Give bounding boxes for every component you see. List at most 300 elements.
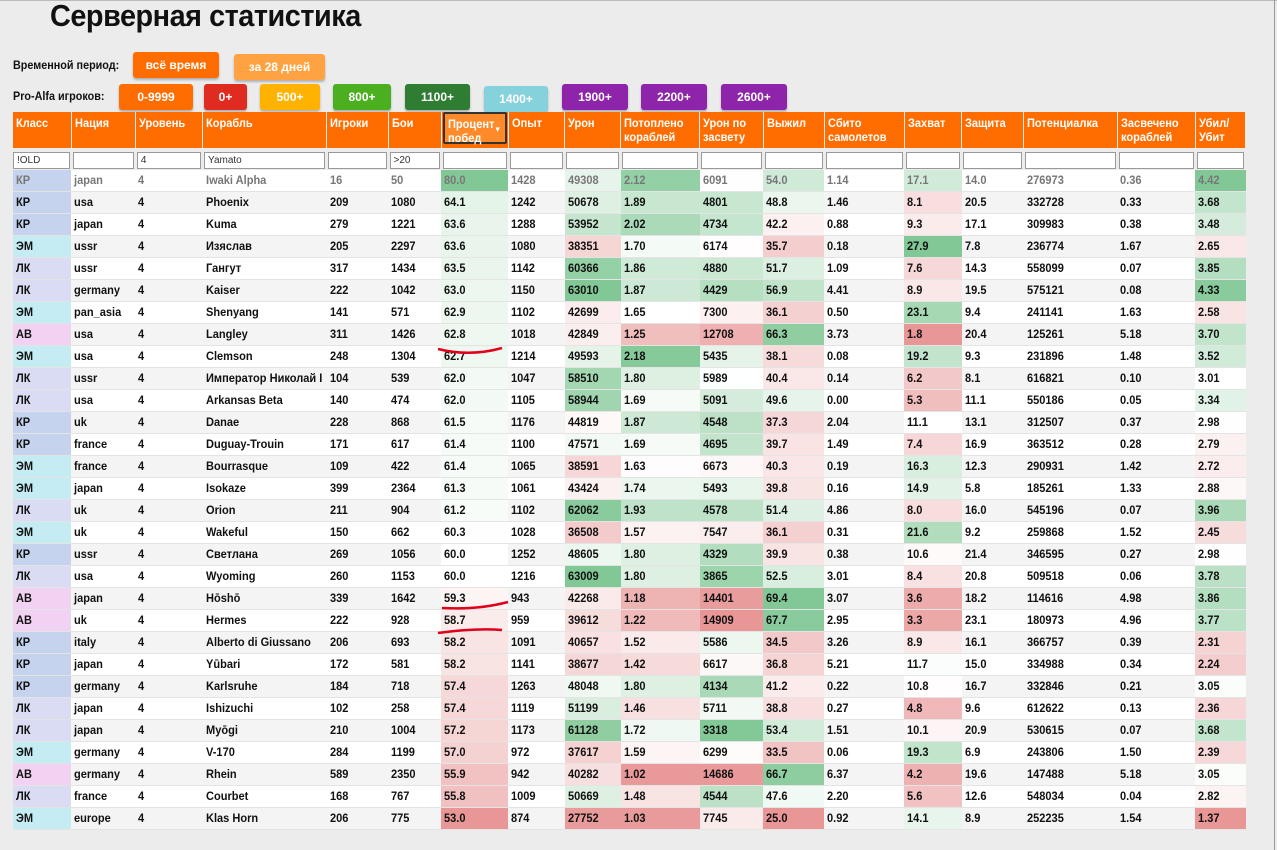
cell-players: 206 bbox=[327, 808, 388, 830]
filter-input-ship[interactable] bbox=[204, 152, 325, 169]
cell-surv: 37.3 bbox=[763, 412, 824, 434]
cell-ship: V-170 bbox=[203, 742, 327, 764]
cell-wr: 61.4 bbox=[441, 434, 508, 456]
cell-planes: 0.38 bbox=[824, 544, 904, 566]
cell-spot_dmg: 14686 bbox=[700, 764, 763, 786]
cell-potential: 290931 bbox=[1024, 456, 1117, 478]
cell-sunk: 1.03 bbox=[621, 808, 700, 830]
cell-cls: ЭМ bbox=[13, 742, 71, 764]
column-header-battles[interactable]: Бои bbox=[388, 112, 441, 148]
period-label: Временной период: bbox=[13, 58, 120, 72]
cell-potential: 334988 bbox=[1024, 654, 1117, 676]
cell-battles: 775 bbox=[388, 808, 441, 830]
cell-surv: 39.9 bbox=[763, 544, 824, 566]
cell-surv: 35.7 bbox=[763, 236, 824, 258]
cell-planes: 0.08 bbox=[824, 346, 904, 368]
cell-planes: 0.16 bbox=[824, 478, 904, 500]
cell-cls: ЭМ bbox=[13, 456, 71, 478]
cell-dmg: 38591 bbox=[565, 456, 621, 478]
cell-xp: 1018 bbox=[508, 324, 564, 346]
cell-xp: 1173 bbox=[508, 720, 564, 742]
table-row[interactable] bbox=[13, 346, 1246, 368]
cell-tier: 4 bbox=[135, 236, 202, 258]
table-row[interactable] bbox=[13, 610, 1246, 632]
cell-nation: ussr bbox=[71, 544, 135, 566]
cell-tier: 4 bbox=[135, 302, 202, 324]
table-row[interactable] bbox=[13, 258, 1246, 280]
period-button-1[interactable]: за 28 дней bbox=[234, 54, 325, 80]
cell-potential: 236774 bbox=[1024, 236, 1117, 258]
proalfa-button-3[interactable]: 800+ bbox=[333, 84, 391, 110]
cell-spotted: 0.21 bbox=[1117, 676, 1195, 698]
cell-nation: germany bbox=[71, 742, 135, 764]
cell-spotted: 0.06 bbox=[1117, 566, 1195, 588]
cell-tier: 4 bbox=[135, 610, 202, 632]
cell-sunk: 2.12 bbox=[621, 170, 700, 192]
cell-battles: 2297 bbox=[388, 236, 441, 258]
table-row[interactable] bbox=[13, 764, 1246, 786]
cell-cls: ЭМ bbox=[13, 236, 71, 258]
cell-sunk: 1.18 bbox=[621, 588, 700, 610]
cell-tier: 4 bbox=[135, 786, 202, 808]
table-row[interactable] bbox=[13, 742, 1246, 764]
cell-def: 12.3 bbox=[962, 456, 1024, 478]
table-row[interactable] bbox=[13, 368, 1246, 390]
cell-cls: ЛК bbox=[13, 500, 71, 522]
table-row[interactable] bbox=[13, 544, 1246, 566]
cell-wr: 62.0 bbox=[441, 368, 508, 390]
filter-input-surv[interactable] bbox=[765, 152, 823, 169]
table-row[interactable] bbox=[13, 434, 1246, 456]
table-row[interactable] bbox=[13, 808, 1246, 830]
cell-sunk: 1.80 bbox=[621, 676, 700, 698]
cell-sunk: 1.70 bbox=[621, 236, 700, 258]
filter-input-planes[interactable] bbox=[826, 152, 903, 169]
cell-kd: 3.96 bbox=[1195, 500, 1245, 522]
cell-sunk: 2.18 bbox=[621, 346, 700, 368]
cell-cls: КР bbox=[13, 676, 71, 698]
cell-xp: 1150 bbox=[508, 280, 564, 302]
table-row[interactable] bbox=[13, 192, 1246, 214]
cell-def: 20.4 bbox=[962, 324, 1024, 346]
proalfa-button-6[interactable]: 1900+ bbox=[562, 84, 628, 110]
cell-cap: 16.3 bbox=[904, 456, 961, 478]
cell-battles: 1434 bbox=[388, 258, 441, 280]
column-header-tier[interactable]: Уровень bbox=[135, 112, 202, 148]
cell-cls: ЭМ bbox=[13, 808, 71, 830]
column-header-kd[interactable]: Убил/ Убит bbox=[1195, 112, 1245, 148]
cell-dmg: 47571 bbox=[565, 434, 621, 456]
cell-def: 9.4 bbox=[962, 302, 1024, 324]
cell-surv: 49.6 bbox=[763, 390, 824, 412]
cell-players: 140 bbox=[327, 390, 388, 412]
filter-input-wr[interactable] bbox=[443, 152, 507, 169]
table-row[interactable] bbox=[13, 588, 1246, 610]
cell-surv: 36.1 bbox=[763, 302, 824, 324]
column-header-xp[interactable]: Опыт bbox=[508, 112, 564, 148]
filter-input-nation[interactable] bbox=[73, 152, 134, 169]
filter-input-sunk[interactable] bbox=[622, 152, 698, 169]
cell-tier: 4 bbox=[135, 214, 202, 236]
cell-sunk: 1.80 bbox=[621, 544, 700, 566]
cell-cls: ЛК bbox=[13, 698, 71, 720]
table-row[interactable] bbox=[13, 720, 1246, 742]
table-row[interactable] bbox=[13, 786, 1246, 808]
cell-kd: 3.05 bbox=[1195, 676, 1245, 698]
cell-potential: 114616 bbox=[1024, 588, 1117, 610]
cell-cap: 6.2 bbox=[904, 368, 961, 390]
column-header-potential[interactable]: Потенциалка bbox=[1024, 112, 1117, 148]
cell-planes: 1.46 bbox=[824, 192, 904, 214]
cell-players: 222 bbox=[327, 280, 388, 302]
cell-wr: 57.2 bbox=[441, 720, 508, 742]
cell-players: 311 bbox=[327, 324, 388, 346]
table-row[interactable] bbox=[13, 676, 1246, 698]
table-row[interactable] bbox=[13, 302, 1246, 324]
cell-tier: 4 bbox=[135, 720, 202, 742]
filter-input-potential[interactable] bbox=[1025, 152, 1115, 169]
table-row[interactable] bbox=[13, 412, 1246, 434]
proalfa-button-7[interactable]: 2200+ bbox=[641, 84, 707, 110]
cell-cls: АВ bbox=[13, 324, 71, 346]
cell-kd: 3.85 bbox=[1195, 258, 1245, 280]
period-button-0[interactable]: всё время bbox=[133, 52, 219, 78]
filter-input-dmg[interactable] bbox=[566, 152, 619, 169]
cell-players: 205 bbox=[327, 236, 388, 258]
column-header-spotted[interactable]: Засвечено кораблей bbox=[1117, 112, 1195, 148]
cell-cls: КР bbox=[13, 632, 71, 654]
cell-nation: italy bbox=[71, 632, 135, 654]
cell-def: 16.1 bbox=[962, 632, 1024, 654]
cell-cls: ЛК bbox=[13, 390, 71, 412]
cell-spot_dmg: 3865 bbox=[700, 566, 763, 588]
cell-planes: 3.01 bbox=[824, 566, 904, 588]
cell-planes: 3.07 bbox=[824, 588, 904, 610]
cell-nation: japan bbox=[71, 214, 135, 236]
column-header-surv[interactable]: Выжил bbox=[763, 112, 824, 148]
cell-tier: 4 bbox=[135, 632, 202, 654]
cell-tier: 4 bbox=[135, 192, 202, 214]
cell-cap: 3.6 bbox=[904, 588, 961, 610]
cell-nation: germany bbox=[71, 764, 135, 786]
column-header-sunk[interactable]: Потоплено кораблей bbox=[621, 112, 700, 148]
cell-wr: 63.5 bbox=[441, 258, 508, 280]
cell-def: 20.5 bbox=[962, 192, 1024, 214]
cell-xp: 1142 bbox=[508, 258, 564, 280]
cell-surv: 38.1 bbox=[763, 346, 824, 368]
cell-dmg: 37617 bbox=[565, 742, 621, 764]
table-row[interactable] bbox=[13, 632, 1246, 654]
cell-xp: 1009 bbox=[508, 786, 564, 808]
cell-cls: АВ bbox=[13, 610, 71, 632]
cell-wr: 63.6 bbox=[441, 236, 508, 258]
cell-potential: 276973 bbox=[1024, 170, 1117, 192]
cell-potential: 612622 bbox=[1024, 698, 1117, 720]
cell-potential: 147488 bbox=[1024, 764, 1117, 786]
cell-ship: Yūbari bbox=[203, 654, 327, 676]
cell-def: 20.9 bbox=[962, 720, 1024, 742]
cell-ship: Гангут bbox=[203, 258, 327, 280]
table-row[interactable] bbox=[13, 566, 1246, 588]
cell-nation: usa bbox=[71, 346, 135, 368]
cell-nation: japan bbox=[71, 720, 135, 742]
filter-input-cap[interactable] bbox=[906, 152, 960, 169]
cell-sunk: 1.89 bbox=[621, 192, 700, 214]
cell-wr: 63.0 bbox=[441, 280, 508, 302]
cell-ship: Shenyang bbox=[203, 302, 327, 324]
cell-ship: Isokaze bbox=[203, 478, 327, 500]
cell-spot_dmg: 5493 bbox=[700, 478, 763, 500]
cell-potential: 252235 bbox=[1024, 808, 1117, 830]
cell-tier: 4 bbox=[135, 544, 202, 566]
cell-def: 7.8 bbox=[962, 236, 1024, 258]
cell-spotted: 0.36 bbox=[1117, 170, 1195, 192]
proalfa-button-5[interactable]: 1400+ bbox=[484, 86, 548, 112]
cell-planes: 0.18 bbox=[824, 236, 904, 258]
cell-def: 11.1 bbox=[962, 390, 1024, 412]
cell-cap: 11.1 bbox=[904, 412, 961, 434]
cell-xp: 1091 bbox=[508, 632, 564, 654]
cell-def: 18.2 bbox=[962, 588, 1024, 610]
filter-input-players[interactable] bbox=[328, 152, 386, 169]
cell-cls: ЭМ bbox=[13, 478, 71, 500]
column-header-dmg[interactable]: Урон bbox=[565, 112, 621, 148]
cell-nation: uk bbox=[71, 522, 135, 544]
cell-wr: 58.2 bbox=[441, 654, 508, 676]
cell-sunk: 1.22 bbox=[621, 610, 700, 632]
proalfa-button-2[interactable]: 500+ bbox=[260, 84, 320, 110]
cell-planes: 0.19 bbox=[824, 456, 904, 478]
cell-wr: 61.2 bbox=[441, 500, 508, 522]
cell-battles: 718 bbox=[388, 676, 441, 698]
filter-input-spotted[interactable] bbox=[1119, 152, 1194, 169]
cell-ship: Rhein bbox=[203, 764, 327, 786]
filter-input-xp[interactable] bbox=[510, 152, 563, 169]
cell-kd: 2.31 bbox=[1195, 632, 1245, 654]
cell-planes: 1.14 bbox=[824, 170, 904, 192]
cell-cls: ЛК bbox=[13, 720, 71, 742]
cell-dmg: 63010 bbox=[565, 280, 621, 302]
column-header-def[interactable]: Защита bbox=[962, 112, 1024, 148]
table-row[interactable] bbox=[13, 170, 1246, 192]
cell-nation: uk bbox=[71, 610, 135, 632]
cell-cap: 14.1 bbox=[904, 808, 961, 830]
cell-planes: 0.31 bbox=[824, 522, 904, 544]
cell-spotted: 4.96 bbox=[1117, 610, 1195, 632]
cell-battles: 474 bbox=[388, 390, 441, 412]
table-row[interactable] bbox=[13, 500, 1246, 522]
cell-tier: 4 bbox=[135, 456, 202, 478]
cell-spot_dmg: 14401 bbox=[700, 588, 763, 610]
filter-input-battles[interactable] bbox=[390, 152, 440, 169]
cell-kd: 2.98 bbox=[1195, 412, 1245, 434]
table-row[interactable] bbox=[13, 236, 1246, 258]
table-row[interactable] bbox=[13, 390, 1246, 412]
cell-spot_dmg: 7547 bbox=[700, 522, 763, 544]
cell-xp: 943 bbox=[508, 588, 564, 610]
cell-dmg: 48048 bbox=[565, 676, 621, 698]
cell-spot_dmg: 4548 bbox=[700, 412, 763, 434]
cell-dmg: 38677 bbox=[565, 654, 621, 676]
cell-nation: europe bbox=[71, 808, 135, 830]
table-row[interactable] bbox=[13, 324, 1246, 346]
cell-tier: 4 bbox=[135, 676, 202, 698]
cell-def: 8.1 bbox=[962, 368, 1024, 390]
cell-spotted: 0.39 bbox=[1117, 632, 1195, 654]
cell-sunk: 2.02 bbox=[621, 214, 700, 236]
cell-ship: Ishizuchi bbox=[203, 698, 327, 720]
cell-def: 13.1 bbox=[962, 412, 1024, 434]
cell-players: 168 bbox=[327, 786, 388, 808]
cell-ship: Hōshō bbox=[203, 588, 327, 610]
cell-cls: ЛК bbox=[13, 258, 71, 280]
cell-battles: 1221 bbox=[388, 214, 441, 236]
cell-dmg: 58944 bbox=[565, 390, 621, 412]
proalfa-button-4[interactable]: 1100+ bbox=[405, 84, 470, 110]
cell-kd: 3.05 bbox=[1195, 764, 1245, 786]
column-header-nation[interactable]: Нация bbox=[71, 112, 135, 148]
cell-spot_dmg: 4544 bbox=[700, 786, 763, 808]
cell-xp: 1214 bbox=[508, 346, 564, 368]
cell-nation: france bbox=[71, 456, 135, 478]
cell-potential: 312507 bbox=[1024, 412, 1117, 434]
cell-tier: 4 bbox=[135, 170, 202, 192]
cell-players: 339 bbox=[327, 588, 388, 610]
cell-tier: 4 bbox=[135, 478, 202, 500]
cell-tier: 4 bbox=[135, 346, 202, 368]
column-header-spot_dmg[interactable]: Урон по засвету bbox=[700, 112, 763, 148]
table-row[interactable] bbox=[13, 478, 1246, 500]
filter-input-spot_dmg[interactable] bbox=[701, 152, 761, 169]
cell-surv: 67.7 bbox=[763, 610, 824, 632]
cell-players: 317 bbox=[327, 258, 388, 280]
cell-sunk: 1.02 bbox=[621, 764, 700, 786]
cell-cap: 4.8 bbox=[904, 698, 961, 720]
cell-cap: 3.3 bbox=[904, 610, 961, 632]
cell-wr: 60.0 bbox=[441, 544, 508, 566]
cell-battles: 581 bbox=[388, 654, 441, 676]
cell-cls: КР bbox=[13, 412, 71, 434]
table-row[interactable] bbox=[13, 214, 1246, 236]
table-row[interactable] bbox=[13, 280, 1246, 302]
cell-battles: 1080 bbox=[388, 192, 441, 214]
cell-players: 16 bbox=[327, 170, 388, 192]
cell-planes: 1.49 bbox=[824, 434, 904, 456]
cell-xp: 959 bbox=[508, 610, 564, 632]
table-row[interactable] bbox=[13, 522, 1246, 544]
cell-tier: 4 bbox=[135, 280, 202, 302]
cell-kd: 4.33 bbox=[1195, 280, 1245, 302]
cell-potential: 548034 bbox=[1024, 786, 1117, 808]
cell-wr: 57.0 bbox=[441, 742, 508, 764]
cell-xp: 1065 bbox=[508, 456, 564, 478]
cell-planes: 1.09 bbox=[824, 258, 904, 280]
cell-wr: 59.3 bbox=[441, 588, 508, 610]
cell-nation: germany bbox=[71, 676, 135, 698]
cell-ship: Wakeful bbox=[203, 522, 327, 544]
cell-kd: 3.48 bbox=[1195, 214, 1245, 236]
cell-spot_dmg: 4695 bbox=[700, 434, 763, 456]
cell-nation: usa bbox=[71, 566, 135, 588]
cell-spotted: 0.13 bbox=[1117, 698, 1195, 720]
cell-xp: 874 bbox=[508, 808, 564, 830]
cell-planes: 2.04 bbox=[824, 412, 904, 434]
cell-spotted: 0.37 bbox=[1117, 412, 1195, 434]
filter-input-kd[interactable] bbox=[1197, 152, 1244, 169]
cell-tier: 4 bbox=[135, 742, 202, 764]
cell-surv: 52.5 bbox=[763, 566, 824, 588]
column-header-wr[interactable]: Процент побед ▼ bbox=[441, 112, 508, 148]
cell-battles: 539 bbox=[388, 368, 441, 390]
cell-nation: japan bbox=[71, 588, 135, 610]
cell-dmg: 50678 bbox=[565, 192, 621, 214]
cell-battles: 1199 bbox=[388, 742, 441, 764]
cell-battles: 1042 bbox=[388, 280, 441, 302]
cell-spot_dmg: 4134 bbox=[700, 676, 763, 698]
cell-battles: 1056 bbox=[388, 544, 441, 566]
cell-surv: 66.3 bbox=[763, 324, 824, 346]
cell-battles: 258 bbox=[388, 698, 441, 720]
cell-xp: 1242 bbox=[508, 192, 564, 214]
cell-surv: 40.3 bbox=[763, 456, 824, 478]
cell-tier: 4 bbox=[135, 390, 202, 412]
column-header-cap[interactable]: Захват bbox=[904, 112, 961, 148]
cell-dmg: 42268 bbox=[565, 588, 621, 610]
cell-kd: 2.65 bbox=[1195, 236, 1245, 258]
cell-dmg: 36508 bbox=[565, 522, 621, 544]
cell-nation: ussr bbox=[71, 236, 135, 258]
filter-input-tier[interactable] bbox=[137, 152, 201, 169]
column-header-cls[interactable]: Класс bbox=[13, 112, 71, 148]
cell-cls: ЛК bbox=[13, 280, 71, 302]
cell-wr: 62.0 bbox=[441, 390, 508, 412]
cell-planes: 0.00 bbox=[824, 390, 904, 412]
cell-dmg: 51199 bbox=[565, 698, 621, 720]
column-header-ship[interactable]: Корабль bbox=[203, 112, 327, 148]
cell-spot_dmg: 12708 bbox=[700, 324, 763, 346]
cell-nation: usa bbox=[71, 324, 135, 346]
cell-potential: 241141 bbox=[1024, 302, 1117, 324]
column-header-players[interactable]: Игроки bbox=[327, 112, 388, 148]
cell-surv: 51.4 bbox=[763, 500, 824, 522]
proalfa-button-8[interactable]: 2600+ bbox=[721, 84, 787, 110]
cell-potential: 231896 bbox=[1024, 346, 1117, 368]
table-row[interactable] bbox=[13, 456, 1246, 478]
filter-input-cls[interactable] bbox=[13, 152, 70, 169]
cell-battles: 50 bbox=[388, 170, 441, 192]
cell-kd: 2.58 bbox=[1195, 302, 1245, 324]
column-header-planes[interactable]: Сбито самолетов bbox=[824, 112, 904, 148]
cell-cap: 7.6 bbox=[904, 258, 961, 280]
cell-ship: Wyoming bbox=[203, 566, 327, 588]
cell-wr: 60.3 bbox=[441, 522, 508, 544]
cell-cap: 1.8 bbox=[904, 324, 961, 346]
proalfa-button-0[interactable]: 0-9999 bbox=[119, 84, 193, 110]
table-row[interactable] bbox=[13, 654, 1246, 676]
filter-input-def[interactable] bbox=[963, 152, 1022, 169]
cell-cls: КР bbox=[13, 654, 71, 676]
cell-sunk: 1.80 bbox=[621, 368, 700, 390]
cell-kd: 2.79 bbox=[1195, 434, 1245, 456]
cell-cls: ЭМ bbox=[13, 346, 71, 368]
cell-xp: 1028 bbox=[508, 522, 564, 544]
cell-spotted: 0.27 bbox=[1117, 544, 1195, 566]
table-row[interactable] bbox=[13, 698, 1246, 720]
proalfa-button-1[interactable]: 0+ bbox=[204, 84, 247, 110]
cell-sunk: 1.69 bbox=[621, 434, 700, 456]
cell-kd: 3.78 bbox=[1195, 566, 1245, 588]
cell-cls: КР bbox=[13, 544, 71, 566]
